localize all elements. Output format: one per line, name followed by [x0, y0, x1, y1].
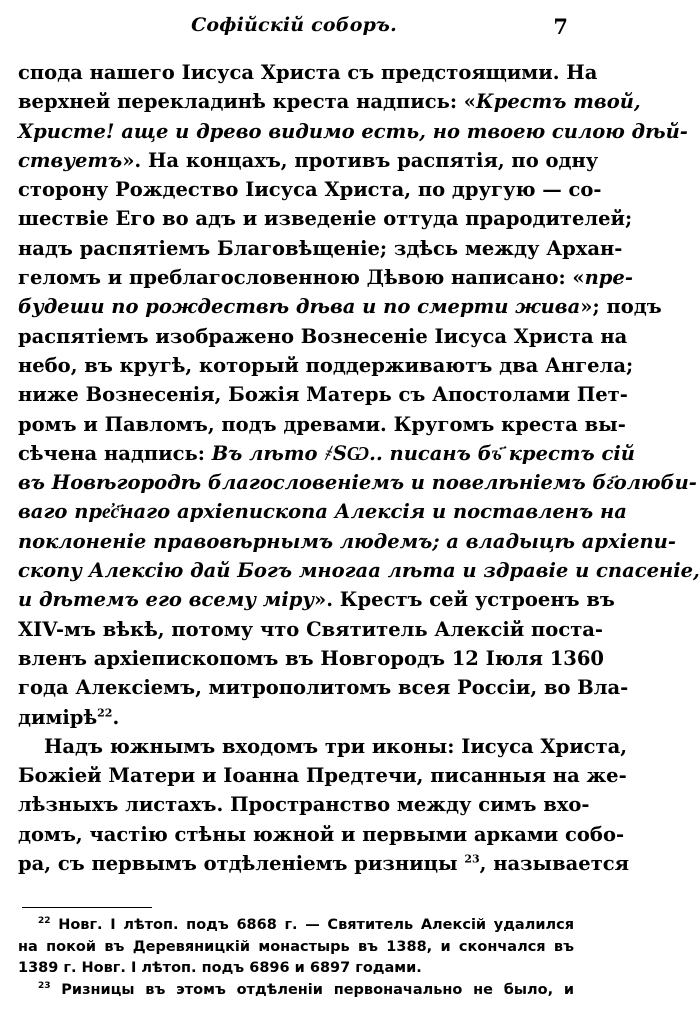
text-line	[18, 497, 627, 526]
text-line	[18, 439, 635, 468]
text-run: ромъ и Павломъ, подъ древами. Кругомъ креста вы-	[18, 412, 626, 436]
text-run: спода нашего Іисуса Христа съ предстоящими. На	[18, 61, 598, 84]
footnote-line	[18, 980, 574, 1002]
text-line	[18, 703, 574, 732]
text-run: , называется	[479, 852, 630, 876]
text-run: года Алексіемъ, митрополитомъ всея Россіи, во Вла-	[18, 676, 629, 700]
text-run: 1389 г. Новг. I лѣтоп. подъ 6896 и 6897 годами.	[18, 960, 422, 976]
text-run: Крестъ твой,	[476, 90, 641, 114]
text-line	[18, 234, 623, 263]
text-line	[18, 820, 625, 849]
footnote-divider	[22, 907, 152, 908]
text-run: ра, съ первымъ отдѣленіемъ ризницы	[18, 852, 465, 876]
text-run: домъ, частію стѣны южной и первыми арками собо-	[18, 822, 625, 846]
text-run: димірѣ	[18, 705, 98, 729]
text-run: надъ распятіемъ Благовѣщеніе; здѣсь между Архан-	[18, 236, 623, 260]
text-run: ниже Вознесенія, Божія Матерь съ Апостолами Пет-	[18, 383, 628, 407]
text-line	[18, 790, 590, 819]
text-run: ваго пре҆с҃наго архіепископа Алексія и поставленъ на	[18, 500, 627, 524]
text-line	[18, 673, 629, 702]
text-run: лѣзныхъ листахъ. Пространство между симъ вхо-	[18, 793, 590, 817]
text-run: поклоненіе правовѣрнымъ людемъ; а владыцѣ архіепи-	[18, 529, 676, 553]
text-run: шествіе Его во адъ и изведеніе оттуда прародителей;	[18, 207, 633, 231]
text-line	[18, 263, 633, 292]
text-line	[18, 351, 634, 380]
text-run: на покой въ Деревяницкій монастырь въ 1388, и скончался въ	[18, 938, 574, 955]
footnote-marker: 22	[38, 916, 51, 927]
text-line	[18, 556, 700, 585]
text-run: XIV-мъ вѣкѣ, потому что Святитель Алексій поста-	[18, 617, 603, 641]
text-line	[18, 410, 626, 439]
footnote-line	[18, 937, 574, 959]
main-text	[18, 58, 700, 878]
text-run: ствуетъ	[18, 148, 123, 172]
text-line	[18, 146, 599, 175]
text-run: небо, въ кругѣ, который поддерживаютъ два Ангела;	[18, 353, 634, 377]
text-line	[18, 58, 598, 87]
text-line	[18, 204, 633, 233]
text-line	[18, 380, 628, 409]
text-line	[18, 732, 628, 761]
text-run: ». На концахъ, противъ распятія, по одну	[122, 148, 599, 172]
footnote-line	[18, 915, 574, 937]
text-run: распятіемъ изображено Вознесеніе Іисуса Христа на	[18, 324, 628, 348]
text-line	[18, 292, 662, 321]
text-run: Новг. I лѣтоп. подъ 6868 г. — Святитель Алексій удалился	[50, 917, 574, 933]
text-run: Христе! аще и древо видимо есть, но твоею силою дѣй-	[18, 119, 688, 143]
text-run: и дѣтемъ его всему міру	[18, 588, 315, 612]
text-run: .	[112, 705, 120, 729]
text-line	[18, 615, 603, 644]
text-run: Надъ южнымъ входомъ три иконы: Іисуса Христа,	[44, 734, 628, 758]
text-run: верхней перекладинѣ креста надпись: «	[18, 90, 476, 114]
text-run: скопу Алексію дай Богъ многаа лѣта и здравіе и спасеніе,	[18, 559, 700, 583]
footnotes	[18, 915, 574, 1001]
text-run: Ризницы въ этомъ отдѣленіи первоначально не было, и	[50, 981, 574, 998]
text-line	[18, 849, 630, 878]
text-line	[18, 527, 676, 556]
footnote-marker: 23	[464, 852, 480, 866]
text-run: геломъ и преблагословенною Дѣвою написано: «	[18, 266, 585, 290]
page-header	[0, 14, 588, 44]
text-line	[18, 585, 615, 614]
text-run: въ Новѣгородѣ благословеніемъ и повелѣніемъ бг҃олюби-	[18, 471, 697, 495]
text-line	[18, 175, 602, 204]
text-run: »; подъ	[580, 295, 662, 319]
text-run: ». Крестъ сей устроенъ въ	[314, 588, 615, 612]
text-run: сѣчена надпись:	[18, 441, 212, 465]
footnote-line	[18, 958, 574, 980]
text-run: будеши по рождествѣ дѣва и по смерти жива	[18, 295, 581, 319]
page-number: 7	[553, 14, 568, 39]
text-line	[18, 87, 641, 116]
text-run: Божіей Матери и Іоанна Предтечи, писанныя на же-	[18, 764, 627, 788]
text-run: сторону Рождество Іисуса Христа, по другую — со-	[18, 178, 602, 202]
text-line	[18, 322, 628, 351]
text-run: пре-	[584, 266, 633, 290]
text-line	[18, 117, 688, 146]
text-line	[18, 644, 604, 673]
running-title: Софійскій соборъ.	[191, 14, 397, 36]
text-run: Въ лѣто ҂ЅѠ.. писанъ бъ҃ крестъ сій	[211, 441, 635, 465]
text-line	[18, 468, 697, 497]
footnote-marker: 23	[38, 980, 51, 991]
footnote-marker: 22	[97, 706, 113, 720]
text-line	[18, 761, 627, 790]
text-run: вленъ архіепископомъ въ Новгородъ 12 Іюля 1360	[18, 646, 604, 670]
